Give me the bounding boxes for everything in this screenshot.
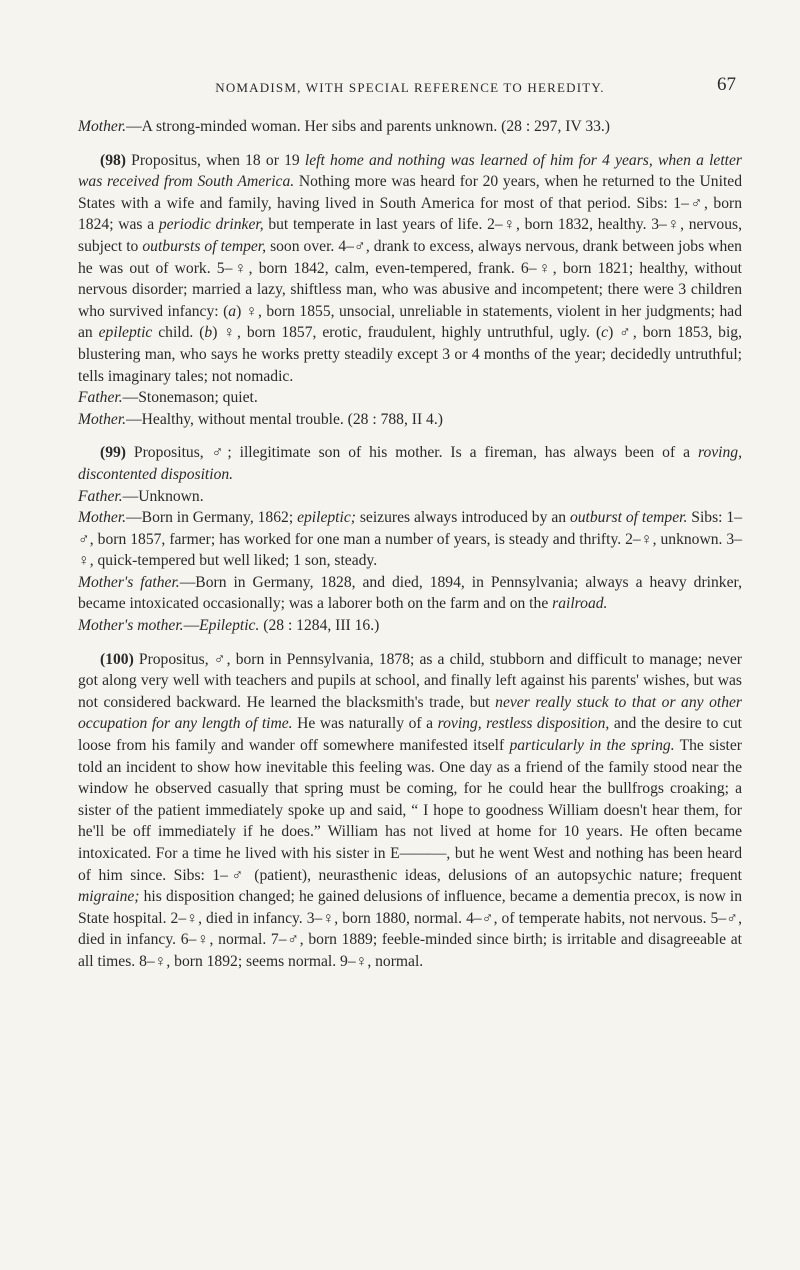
italic-text: epileptic [98, 324, 153, 342]
text-segment: ) ♂, born 1853, big, blustering man, who says he works pretty steadily except 3 or 4 months of the year; decidedly untruthful; tells imaginary tales; not nomadic. [78, 324, 743, 385]
italic-text: railroad. [552, 595, 608, 613]
text-segment: Propositus, ♂, born in Pennsylvania, 1878; as a child, stubborn and difficult to manage; never got along very well with teachers and pupils at school, and finally left against his parents' wishes, but was not considered backward. He learned the blacksmith's trade, but [78, 650, 742, 711]
text-segment: He was naturally of a [292, 715, 438, 733]
text-segment: The sister told an incident to show how inevitable this feeling was. One day as a friend of the family stood near the window he observed casually that spring must be coming, for he could hear the bullfrogs croaking; a sister of the patient immediately spoke up and said, “ I hope to goodness William doesn't hear them, for he'll be off immediately if he does.” William has not lived at home for 10 years. He often became intoxicated. For a time he lived with his sister in E———, but he went West and nothing has been heard of him since. Sibs: 1–♂ (patient), neurasthenic ideas, delusions of an autopsychic nature; frequent [78, 737, 742, 884]
detail-paragraph [78, 572, 742, 615]
text-segment: seizures always introduced by an [355, 509, 570, 527]
italic-text: Mother's father. [78, 573, 180, 591]
italic-text: Mother. [78, 509, 127, 527]
detail-paragraph [78, 507, 742, 572]
text-segment: soon over. 4–♂, drank to excess, always nervous, drank between jobs when he was out of work. 5–♀, born 1842, calm, even-tempered, frank. 6–♀, born 1821; healthy, without nervous disorder; married a lazy, shiftless man, who was abusive and incompetent; there were 3 children who survived infancy: ( [78, 237, 742, 320]
text-segment: and the desire to cut loose from his family and wander off somewhere manifested itself [78, 715, 742, 755]
text-segment: Sibs: 1–♂, born 1857, farmer; has worked for one man a number of years, is steady and thrifty. 2–♀, unknown. 3–♀, quick-tempered but well liked; 1 son, steady. [78, 509, 742, 570]
italic-text: Mother. [78, 410, 127, 428]
italic-text: Mother. [78, 118, 127, 135]
italic-text: Mother's mother. [78, 617, 184, 635]
text-segment: (28 : 1284, III 16.) [259, 617, 380, 635]
italic-text: c [601, 324, 609, 342]
detail-paragraph [78, 116, 742, 138]
text-segment: child. ( [152, 324, 205, 342]
case-paragraph [78, 150, 742, 388]
case-number: (100) [100, 650, 134, 668]
text-segment: ) ♀, born 1857, erotic, fraudulent, highly untruthful, ugly. ( [212, 324, 602, 342]
text-segment: Propositus, when 18 or 19 [125, 151, 305, 169]
italic-text: roving, discontented disposition. [78, 444, 742, 483]
text-segment: — [183, 617, 200, 635]
text-segment: —Unknown. [122, 487, 204, 505]
text-segment: but temperate in last years of life. 2–♀, born 1832, healthy. 3–♀, nervous, subject to [78, 216, 742, 255]
italic-text: never really stuck to that or any other occupation for any length of time. [78, 693, 743, 733]
detail-paragraph [78, 615, 742, 637]
italic-text: left home and nothing was learned of him for 4 years, when a letter was received from South America. [78, 151, 742, 191]
running-head [78, 76, 742, 116]
case-number: (99) [100, 444, 126, 462]
text-segment: —Born in Germany, 1862; [126, 509, 298, 527]
case-number: (98) [100, 151, 126, 169]
detail-paragraph [78, 486, 742, 508]
text-segment: —Born in Germany, 1828, and died, 1894, in Pennsylvania; always a heavy drinker, became intoxicated occasionally; was a laborer both on the farm and on the [78, 573, 742, 613]
italic-text: Father. [78, 389, 123, 407]
text-segment: —Healthy, without mental trouble. (28 : 788, II 4.) [126, 410, 443, 428]
page-number: 67 [717, 74, 736, 95]
italic-text: epileptic; [297, 509, 356, 527]
italic-text: outbursts of temper, [142, 237, 267, 255]
detail-paragraph [78, 387, 742, 409]
italic-text: outburst of temper. [569, 509, 688, 527]
text-segment: —A strong-minded woman. Her sibs and parents unknown. (28 : 297, IV 33.) [126, 118, 611, 135]
body-text [78, 116, 742, 973]
italic-text: particularly in the spring. [509, 737, 675, 755]
text-segment: his disposition changed; he gained delusions of influence, became a dementia precox, is now in State hospital. 2–♀, died in infancy. 3–♀, born 1880, normal. 4–♂, of temperate habits, not nervous. 5–♂, died in infancy. 6–♀, normal. 7–♂, born 1889; feeble-minded since birth; is irritable and disagreeable at all times. 8–♀, born 1892; seems normal. 9–♀, normal. [78, 888, 742, 970]
italic-text: b [204, 324, 213, 342]
italic-text: migraine; [78, 888, 140, 906]
italic-text: roving, restless disposition, [437, 715, 610, 733]
italic-text: periodic drinker, [158, 216, 264, 234]
running-title: NOMADISM, WITH SPECIAL REFERENCE TO HEREDITY. [215, 80, 605, 95]
case-paragraph [78, 442, 742, 485]
detail-paragraph [78, 409, 742, 431]
italic-text: Epileptic. [199, 617, 260, 635]
text-segment: Nothing more was heard for 20 years, when he returned to the United States with a wife and family, having lived in South America for most of that period. Sibs: 1–♂, born 1824; was a [78, 173, 742, 234]
italic-text: Father. [78, 487, 123, 505]
text-segment: Propositus, ♂; illegitimate son of his mother. Is a fireman, has always been of a [125, 444, 698, 462]
text-segment: ) ♀, born 1855, unsocial, unreliable in statements, violent in her judgments; had an [78, 302, 742, 342]
text-segment: —Stonemason; quiet. [122, 389, 258, 407]
case-paragraph [78, 649, 742, 973]
italic-text: a [228, 302, 237, 320]
